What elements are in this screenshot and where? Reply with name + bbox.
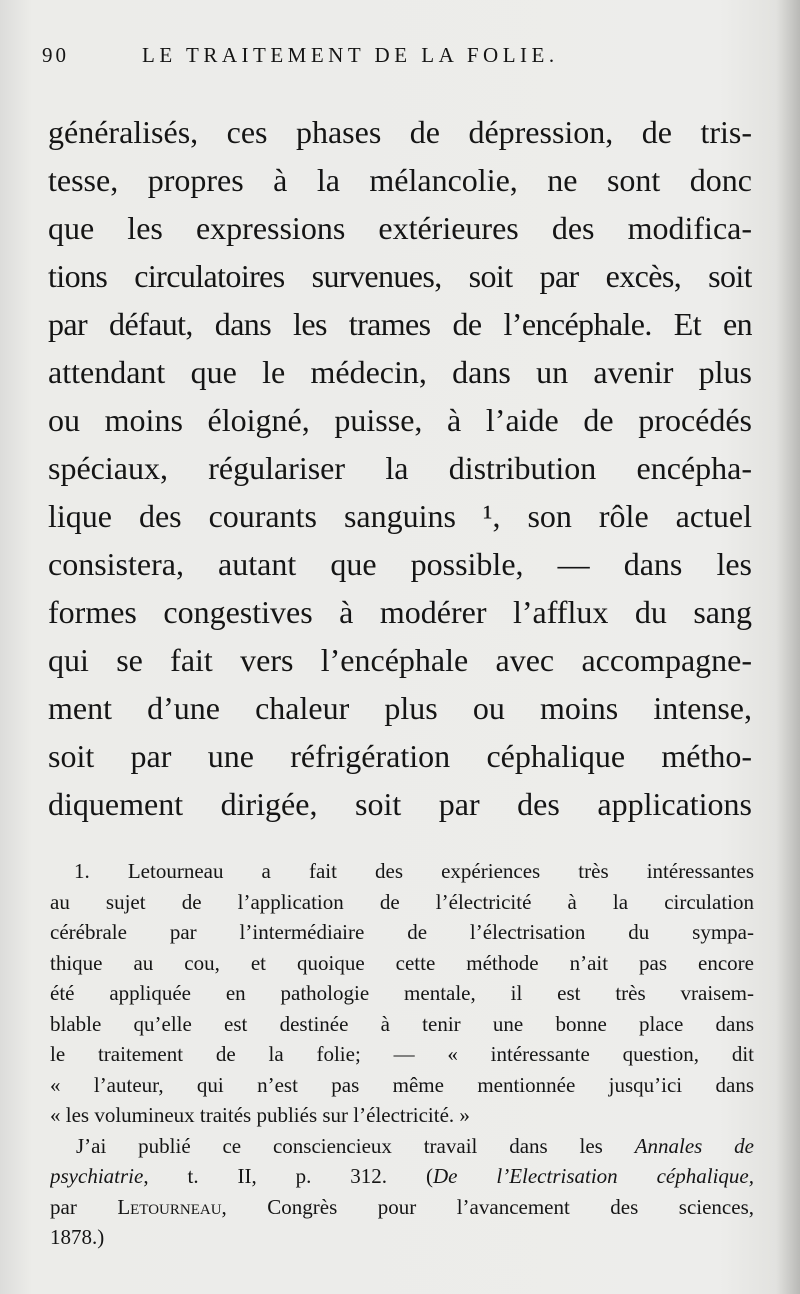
text-line: diquement dirigée, soit par des applications bbox=[48, 786, 752, 822]
footnote-line: blable qu’elle est destinée à tenir une bonne place dans bbox=[50, 1011, 754, 1036]
text-line: que les expressions extérieures des modifica- bbox=[48, 210, 752, 246]
footnote bbox=[50, 856, 754, 1253]
footnote-text: par bbox=[50, 1194, 118, 1219]
footnote-text: , t. II, p. 312. ( bbox=[143, 1164, 433, 1188]
footnote-line: 1. Letourneau a fait des expériences très intéressantes bbox=[74, 859, 754, 883]
footnote-line bbox=[50, 1131, 754, 1162]
text-line: spéciaux, régulariser la distribution encépha- bbox=[48, 450, 752, 486]
footnote-text: , Congrès pour l’avancement des sciences, bbox=[221, 1194, 754, 1219]
footnote-line: été appliquée en pathologie mentale, il est très vraisem- bbox=[50, 981, 754, 1005]
text-line: consistera, autant que possible, — dans les bbox=[48, 546, 752, 582]
text-line: qui se fait vers l’encéphale avec accompagne- bbox=[48, 642, 752, 678]
footnote-line: cérébrale par l’intermédiaire de l’électrisation du sympa- bbox=[50, 920, 754, 944]
text-line: soit par une réfrigération céphalique métho- bbox=[48, 738, 752, 774]
footnote-text: J’ai publié ce consciencieux travail dans les bbox=[76, 1133, 635, 1158]
text-line: ou moins éloigné, puisse, à l’aide de procédés bbox=[48, 402, 752, 438]
footnote-line bbox=[50, 1192, 754, 1223]
text-line: ment d’une chaleur plus ou moins intense, bbox=[48, 690, 752, 726]
text-line: tions circulatoires survenues, soit par excès, soit bbox=[48, 258, 752, 294]
text-line: par défaut, dans les trames de l’encéphale. Et en bbox=[48, 306, 752, 342]
main-text bbox=[48, 108, 752, 828]
text-line: tesse, propres à la mélancolie, ne sont donc bbox=[48, 162, 752, 198]
text-line: lique des courants sanguins ¹, son rôle actuel bbox=[48, 498, 752, 534]
footnote-line: thique au cou, et quoique cette méthode n’ait pas encore bbox=[50, 950, 754, 975]
author-name: Letourneau bbox=[117, 1194, 222, 1219]
footnote-line bbox=[50, 1161, 754, 1192]
article-title: De l’Electrisation céphalique, bbox=[432, 1164, 754, 1188]
footnote-line: « l’auteur, qui n’est pas même mentionnée jusqu’ici dans bbox=[50, 1072, 754, 1097]
text-line: formes congestives à modérer l’afflux du sang bbox=[48, 594, 752, 630]
footnote-line: le traitement de la folie; — « intéressante question, dit bbox=[50, 1042, 754, 1066]
journal-title: Annales de bbox=[634, 1133, 754, 1158]
footnote-line: « les volumineux traités publiés sur l’électricité. » bbox=[50, 1103, 470, 1127]
page-number: 90 bbox=[42, 43, 69, 67]
journal-title: psychiatrie bbox=[50, 1164, 144, 1188]
page-header bbox=[42, 43, 702, 73]
footnote-line: 1878.) bbox=[50, 1225, 105, 1249]
text-line: généralisés, ces phases de dépression, de tris- bbox=[48, 114, 752, 150]
footnote-line: au sujet de l’application de l’électricité à la circulation bbox=[50, 889, 754, 914]
running-head: LE TRAITEMENT DE LA FOLIE. bbox=[142, 43, 559, 67]
text-line: attendant que le médecin, dans un avenir plus bbox=[48, 354, 752, 390]
